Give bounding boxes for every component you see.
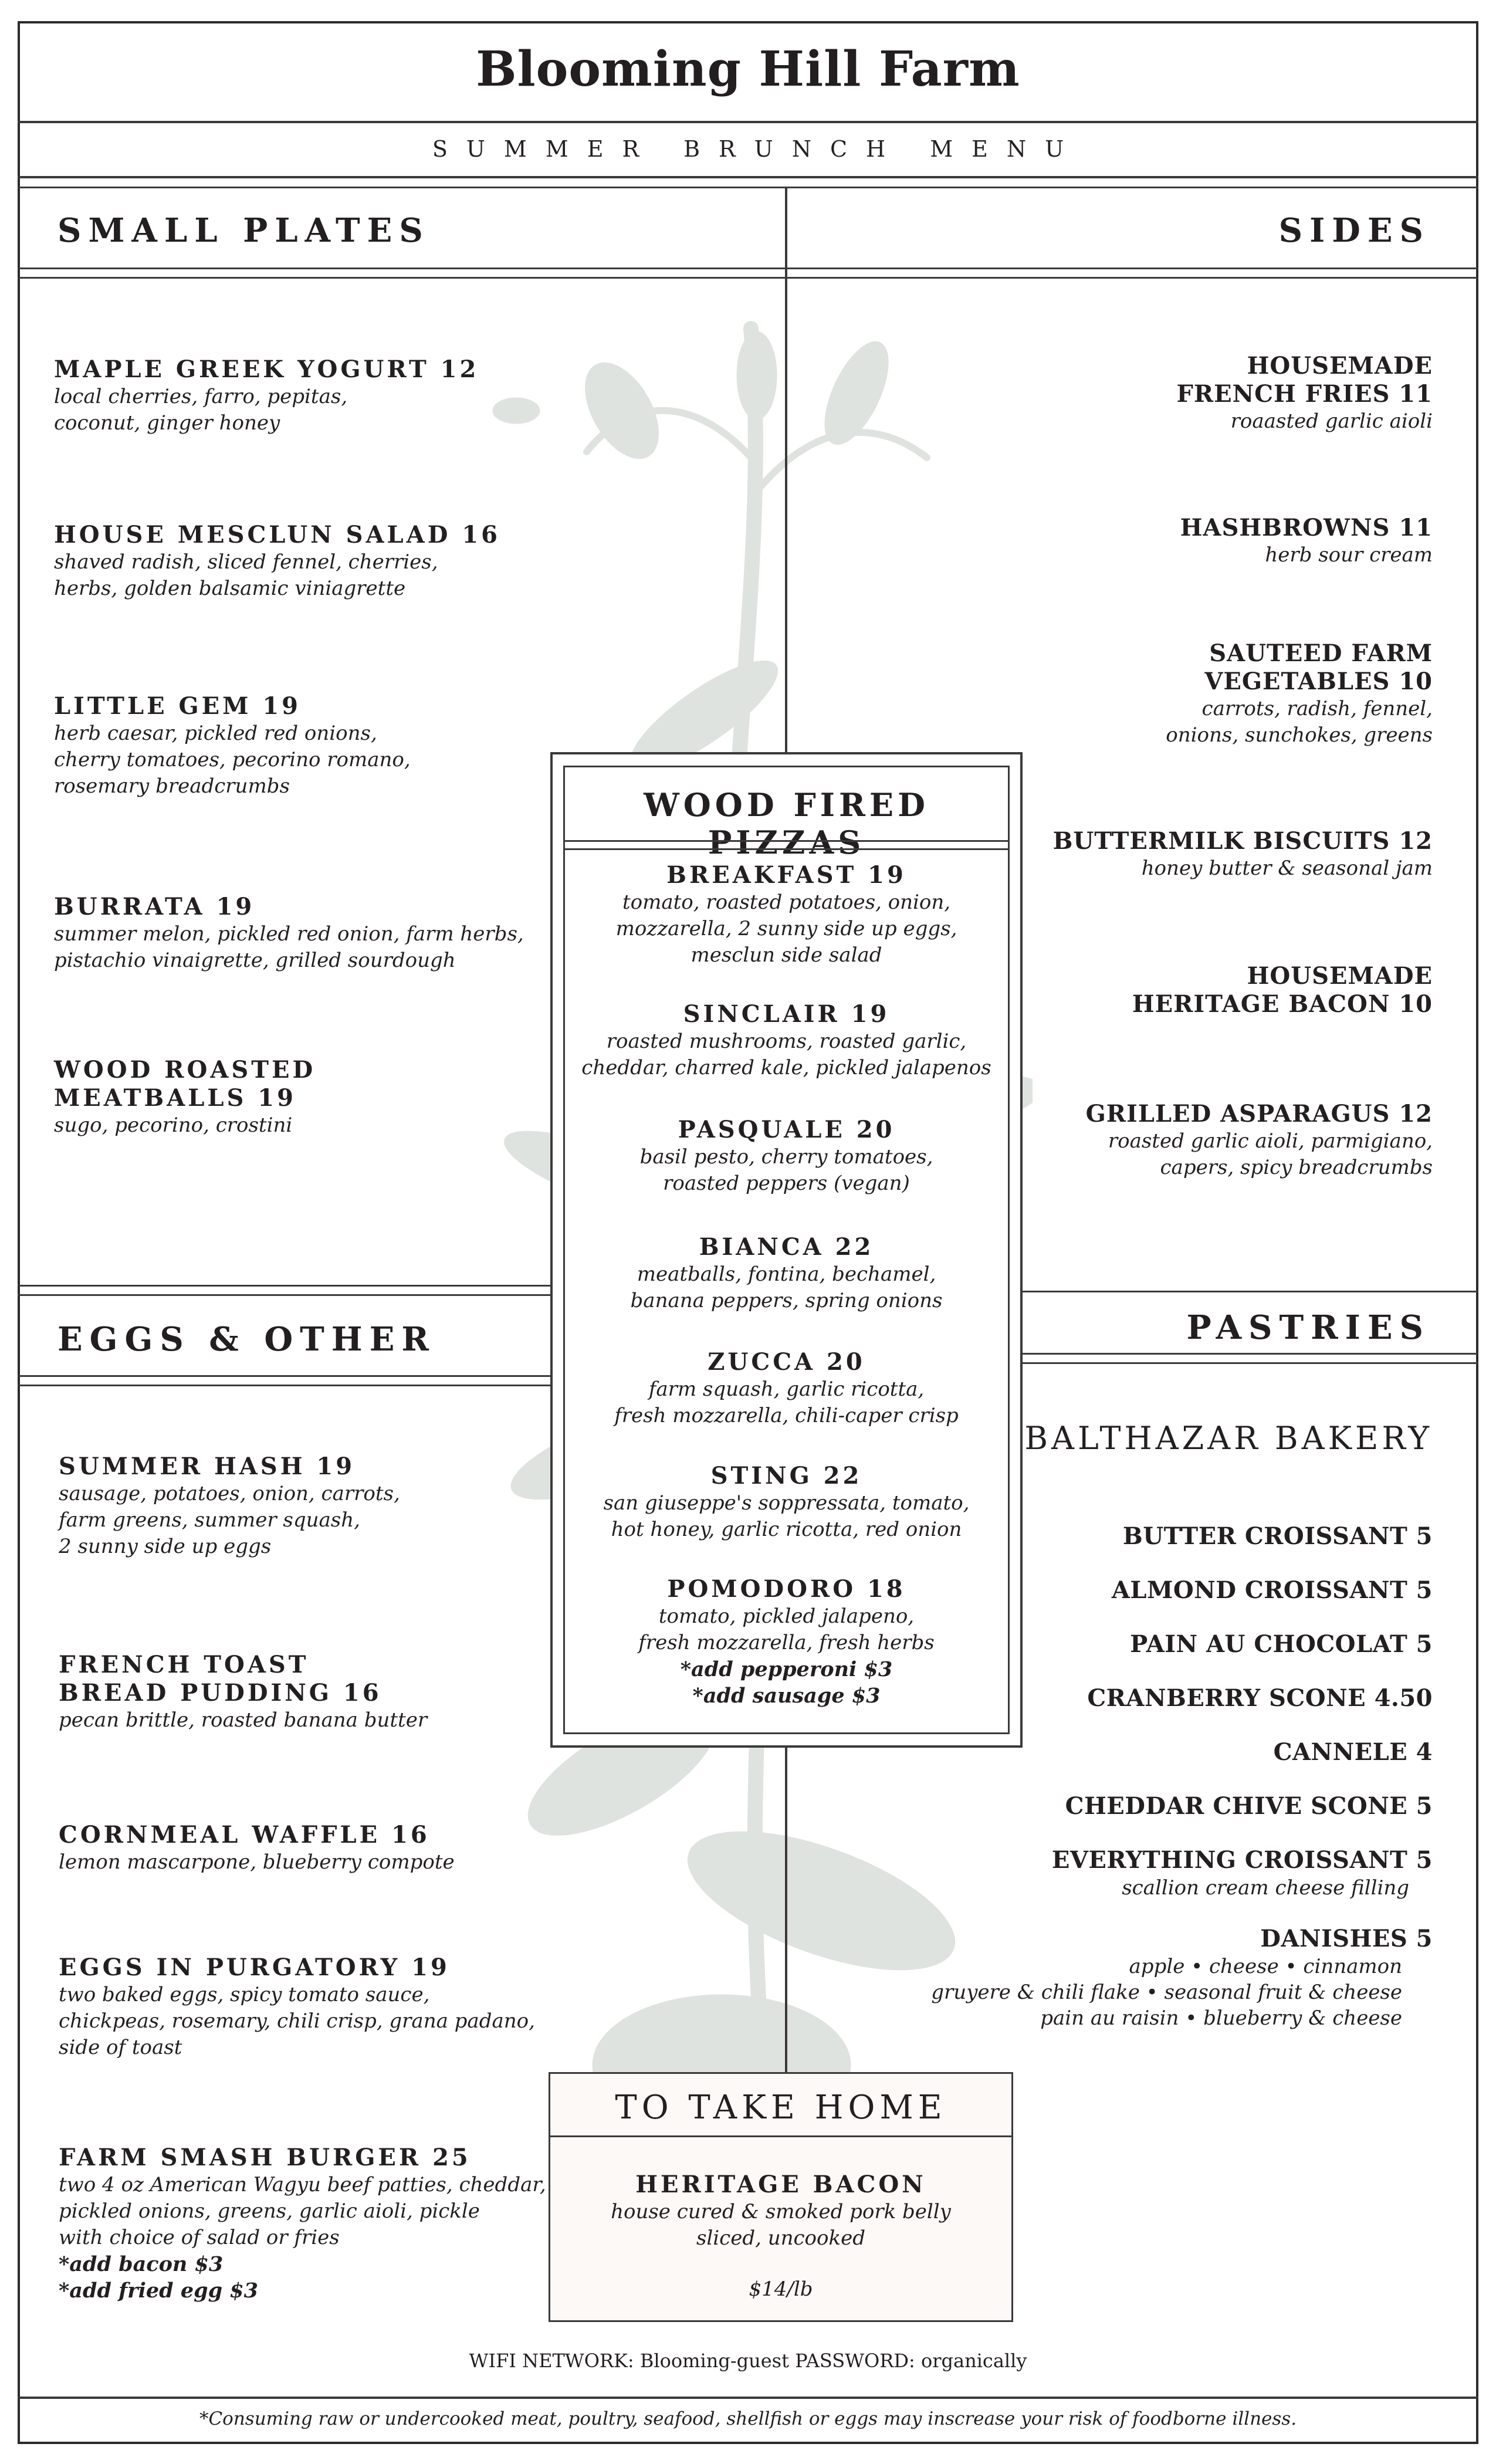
item-name: SINCLAIR 19 <box>683 1000 890 1028</box>
item-name: SUMMER HASH 19 <box>59 1453 356 1480</box>
eggs-rule-top-2 <box>18 1294 550 1296</box>
section-rule-lower-2 <box>18 277 1478 279</box>
item-description: tomato, pickled jalapeno, fresh mozzarella, fresh herbs <box>638 1605 935 1654</box>
item-description: roasted garlic aioli, parmigiano, capers, spicy breadcrumbs <box>1108 1129 1433 1179</box>
menu-item <box>1053 827 1433 882</box>
item-description: house cured & smoked pork belly sliced, uncooked <box>611 2200 951 2250</box>
item-description: herb sour cream <box>1265 543 1433 567</box>
item-description: lemon mascarpone, blueberry compote <box>59 1850 455 1874</box>
menu-item <box>54 521 500 602</box>
item-name: CANNELE 4 <box>1273 1738 1433 1766</box>
item-name: PAIN AU CHOCOLAT 5 <box>1130 1630 1433 1658</box>
food-safety-disclaimer: *Consuming raw or undercooked meat, poultry, seafood, shellfish or eggs may inscrease your risk of foodborne illness. <box>199 2408 1297 2429</box>
addon-fried-egg: *add fried egg $3 <box>59 2279 258 2303</box>
item-name: CHEDDAR CHIVE SCONE 5 <box>1065 1792 1433 1820</box>
pastry-item <box>1052 1846 1433 1901</box>
item-description: local cherries, farro, pepitas, coconut, ginger honey <box>54 385 348 435</box>
item-name: GRILLED ASPARAGUS 12 <box>1085 1100 1433 1128</box>
menu-item <box>59 1821 455 1876</box>
bakery-name: BALTHAZAR BAKERY <box>1024 1420 1433 1457</box>
pizza-item <box>563 1462 1010 1543</box>
pastry-item <box>1065 1792 1433 1821</box>
pastry-item <box>1130 1630 1433 1659</box>
item-description: meatballs, fontina, bechamel, banana peppers, spring onions <box>630 1263 943 1312</box>
item-name: HOUSEMADE HERITAGE BACON 10 <box>1132 962 1433 1018</box>
item-name: LITTLE GEM 19 <box>54 692 301 720</box>
heading-divider <box>785 187 787 278</box>
pizza-item <box>563 1000 1010 1081</box>
menu-item <box>1132 962 1433 1018</box>
item-name: HASHBROWNS 11 <box>1180 514 1433 541</box>
item-description: sausage, potatoes, onion, carrots, farm greens, summer squash, 2 sunny side up eggs <box>59 1482 400 1558</box>
pastry-item <box>1123 1522 1433 1551</box>
item-description: roaasted garlic aioli <box>1230 409 1433 433</box>
pizza-item <box>563 1575 1010 1709</box>
menu-subtitle: SUMMER BRUNCH MENU <box>432 136 1083 162</box>
small-plates-heading: SMALL PLATES <box>57 211 430 250</box>
pastries-rule-top <box>1023 1291 1478 1292</box>
pastries-heading: PASTRIES <box>1186 1308 1430 1347</box>
item-name: CRANBERRY SCONE 4.50 <box>1087 1684 1433 1712</box>
take-home-rule <box>549 2135 1013 2137</box>
item-description: two baked eggs, spicy tomato sauce, chickpeas, rosemary, chili crisp, grana padano, side of toast <box>59 1983 535 2059</box>
header-rule-top <box>18 121 1478 123</box>
pizza-item <box>563 1348 1010 1429</box>
item-description: shaved radish, sliced fennel, cherries, herbs, golden balsamic viniagrette <box>54 550 438 600</box>
item-name: SAUTEED FARM VEGETABLES 10 <box>1204 639 1433 695</box>
item-description: two 4 oz American Wagyu beef patties, cheddar, pickled onions, greens, garlic aioli, pickle with choice of salad or fries <box>59 2173 546 2249</box>
item-name: EVERYTHING CROISSANT 5 <box>1051 1846 1433 1874</box>
item-description: herb caesar, pickled red onions, cherry tomatoes, pecorino romano, rosemary breadcrumbs <box>54 722 411 798</box>
item-description: carrots, radish, fennel, onions, sunchokes, greens <box>1166 697 1433 747</box>
item-name: ALMOND CROISSANT 5 <box>1111 1576 1433 1604</box>
item-description: sugo, pecorino, crostini <box>54 1113 293 1137</box>
menu-item <box>1176 352 1433 435</box>
item-name: BREAKFAST 19 <box>666 861 906 889</box>
item-name: BURRATA 19 <box>54 893 255 920</box>
item-description: scallion cream cheese filling <box>1122 1876 1409 1900</box>
restaurant-name: Blooming Hill Farm <box>476 41 1020 97</box>
item-name: CORNMEAL WAFFLE 16 <box>59 1821 430 1849</box>
addon-sausage: *add sausage $3 <box>692 1684 881 1708</box>
addon-bacon: *add bacon $3 <box>59 2252 224 2276</box>
item-name: DANISHES 5 <box>1260 1925 1433 1952</box>
item-name: HOUSEMADE FRENCH FRIES 11 <box>1176 352 1433 408</box>
pastries-rule-bottom <box>1023 1353 1478 1355</box>
footer-rule <box>18 2397 1478 2399</box>
header-rule-bottom <box>18 176 1478 178</box>
addon-pepperoni: *add pepperoni $3 <box>680 1657 893 1681</box>
section-rule-upper <box>18 187 1478 188</box>
pizza-item <box>563 1116 1010 1197</box>
item-name: STING 22 <box>710 1462 862 1490</box>
item-name: MAPLE GREEK YOGURT 12 <box>54 356 479 383</box>
item-name: FARM SMASH BURGER 25 <box>59 2144 471 2171</box>
item-description: farm squash, garlic ricotta, fresh mozzarella, chili-caper crisp <box>614 1377 959 1427</box>
item-name: WOOD ROASTED MEATBALLS 19 <box>54 1056 316 1112</box>
item-description: pecan brittle, roasted banana butter <box>59 1708 428 1732</box>
menu-item <box>54 1056 316 1139</box>
item-description: roasted mushrooms, roasted garlic, cheddar, charred kale, pickled jalapenos <box>581 1030 991 1079</box>
pizza-rule <box>563 840 1010 842</box>
menu-item <box>54 356 479 436</box>
item-description: basil pesto, cherry tomatoes, roasted peppers (vegan) <box>639 1145 933 1195</box>
item-name: POMODORO 18 <box>667 1575 906 1603</box>
menu-item <box>1166 639 1433 749</box>
pastry-item <box>1274 1738 1433 1767</box>
item-description: san giuseppe's soppressata, tomato, hot honey, garlic ricotta, red onion <box>603 1491 970 1541</box>
take-home-item <box>549 2171 1013 2303</box>
item-name: BIANCA 22 <box>699 1233 874 1261</box>
pizzas-heading: WOOD FIRED PIZZAS <box>644 786 929 861</box>
take-home-heading: TO TAKE HOME <box>615 2089 947 2127</box>
item-name: BUTTERMILK BISCUITS 12 <box>1052 827 1433 855</box>
center-divider-bottom <box>785 1748 787 2072</box>
eggs-rule-top <box>18 1285 550 1287</box>
item-price: $14/lb <box>749 2277 813 2301</box>
item-name: ZUCCA 20 <box>708 1348 865 1376</box>
eggs-rule-bottom-2 <box>18 1385 550 1386</box>
item-name: FRENCH TOAST BREAD PUDDING 16 <box>59 1651 382 1707</box>
item-name: HERITAGE BACON <box>635 2171 926 2198</box>
menu-item <box>54 692 411 800</box>
center-divider-top <box>785 277 787 752</box>
pastry-item <box>931 1924 1433 2031</box>
pastry-item <box>1112 1576 1433 1605</box>
section-rule-lower <box>18 268 1478 269</box>
pizza-item <box>563 861 1010 969</box>
menu-item <box>59 1954 535 2061</box>
eggs-rule-bottom <box>18 1375 550 1377</box>
menu-item <box>54 893 524 974</box>
menu-item <box>1180 514 1433 568</box>
sides-heading: SIDES <box>1278 211 1430 250</box>
item-name: HOUSE MESCLUN SALAD 16 <box>54 521 500 549</box>
item-description: summer melon, pickled red onion, farm herbs, pistachio vinaigrette, grilled sourdough <box>54 922 524 972</box>
item-name: BUTTER CROISSANT 5 <box>1122 1522 1433 1550</box>
item-description: apple • cheese • cinnamon gruyere & chili flake • seasonal fruit & cheese pain au raisin • blueberry & cheese <box>931 1955 1402 2030</box>
eggs-other-heading: EGGS & OTHER <box>57 1320 436 1359</box>
menu-item <box>1086 1100 1433 1181</box>
pastry-item <box>1087 1684 1433 1713</box>
pizza-rule-2 <box>563 848 1010 850</box>
pastries-rule-bottom-2 <box>1023 1362 1478 1364</box>
menu-item <box>59 1453 400 1560</box>
pizza-item <box>563 1233 1010 1314</box>
menu-item <box>59 2144 546 2304</box>
item-description: tomato, roasted potatoes, onion, mozzarella, 2 sunny side up eggs, mesclun side salad <box>615 891 957 967</box>
menu-item <box>59 1651 427 1734</box>
item-name: EGGS IN PURGATORY 19 <box>59 1954 450 1981</box>
wifi-info: WIFI NETWORK: Blooming-guest PASSWORD: organically <box>469 2350 1027 2372</box>
item-description: honey butter & seasonal jam <box>1141 857 1433 880</box>
item-name: PASQUALE 20 <box>678 1116 895 1143</box>
